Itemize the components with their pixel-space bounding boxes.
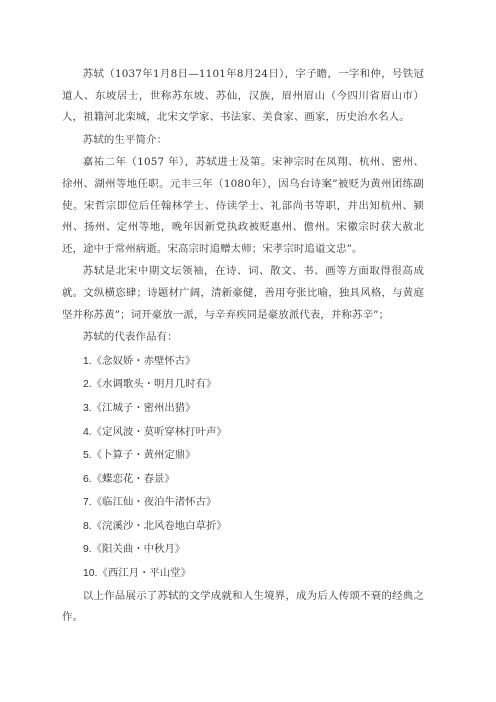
works-heading: 苏轼的代表作品有：	[82, 331, 178, 344]
list-item-number: 4.	[83, 426, 92, 438]
list-item-title: 《念奴娇・赤壁怀古》	[91, 354, 196, 367]
list-item-title: 《临江仙・夜泊牛渚怀古》	[91, 496, 217, 509]
list-item	[62, 516, 424, 538]
list-item	[62, 539, 424, 561]
achievement-paragraph: 苏轼是北宋中期文坛领袖，在诗、词、散文、书、画等方面取得很高成就。文纵横恣肆；诗题材广阔，清新豪健，善用夸张比喻，独具风格，与黄庭坚并称苏黄”；词开豪放一派，与辛弃疾同是豪放派代表，并称苏辛”；	[62, 265, 424, 321]
list-item-title: 《西江月・平山堂》	[97, 567, 191, 580]
list-item-number: 8.	[83, 520, 92, 532]
list-item-number: 3.	[83, 402, 92, 414]
list-item	[62, 445, 424, 467]
list-item-title: 《蝶恋花・春景》	[91, 472, 175, 485]
list-item-number: 2.	[83, 379, 92, 391]
list-item	[62, 351, 424, 373]
list-item	[62, 469, 424, 491]
list-item-number: 9.	[83, 544, 92, 556]
list-item-title: 《定风波・莫听穿林打叶声》	[91, 425, 227, 438]
list-item	[62, 374, 424, 396]
list-item	[62, 492, 424, 514]
bio-paragraph: 嘉祐二年（1057 年），苏轼进士及第。宋神宗时在凤翔、杭州、密州、徐州、湖州等地任职。元丰三年（1080年），因乌台诗案”被贬为黄州团练副使。宋哲宗即位后任翰林学士、侍读学士、礼部尚书等职，并出知杭州、颍州、扬州、定州等地，晚年因新党执政被贬惠州、儋州。宋徽宗时获大赦北还，途中于常州病逝。宋高宗时追赠太师；宋孝宗时追谥文忠”。	[62, 156, 424, 255]
list-item	[62, 563, 424, 585]
list-item-number: 1.	[83, 355, 92, 367]
list-item-title: 《卜算子・黄州定鼎》	[91, 449, 196, 462]
list-item-title: 《江城子・密州出猎》	[91, 401, 196, 414]
list-item-number: 7.	[83, 497, 92, 509]
list-item	[62, 398, 424, 420]
list-item-title: 《浣溪沙・北风卷地白草折》	[91, 519, 227, 532]
list-item	[62, 422, 424, 444]
list-item-number: 6.	[83, 473, 92, 485]
list-item-number: 10.	[83, 568, 98, 580]
works-list	[62, 351, 424, 585]
intro-paragraph: 苏轼（1037年1月8日—1101年8月24日），字子瞻，一字和仲，号铁冠道人、东坡居士，世称苏东坡、苏仙，汉族，眉州眉山（今四川省眉山市）人，祖籍河北栾城，北宋文学家、书法家、美食家、画家，历史治水名人。	[62, 68, 424, 124]
list-item-title: 《阳关曲・中秋月》	[91, 543, 186, 556]
list-item-number: 5.	[83, 450, 92, 462]
conclusion-paragraph: 以上作品展示了苏轼的文学成就和人生境界，成为后人传颂不衰的经典之作。	[62, 589, 424, 624]
list-item-title: 《水调歌头・明月几时有》	[91, 378, 217, 391]
bio-heading: 苏轼的生平简介：	[82, 133, 168, 146]
